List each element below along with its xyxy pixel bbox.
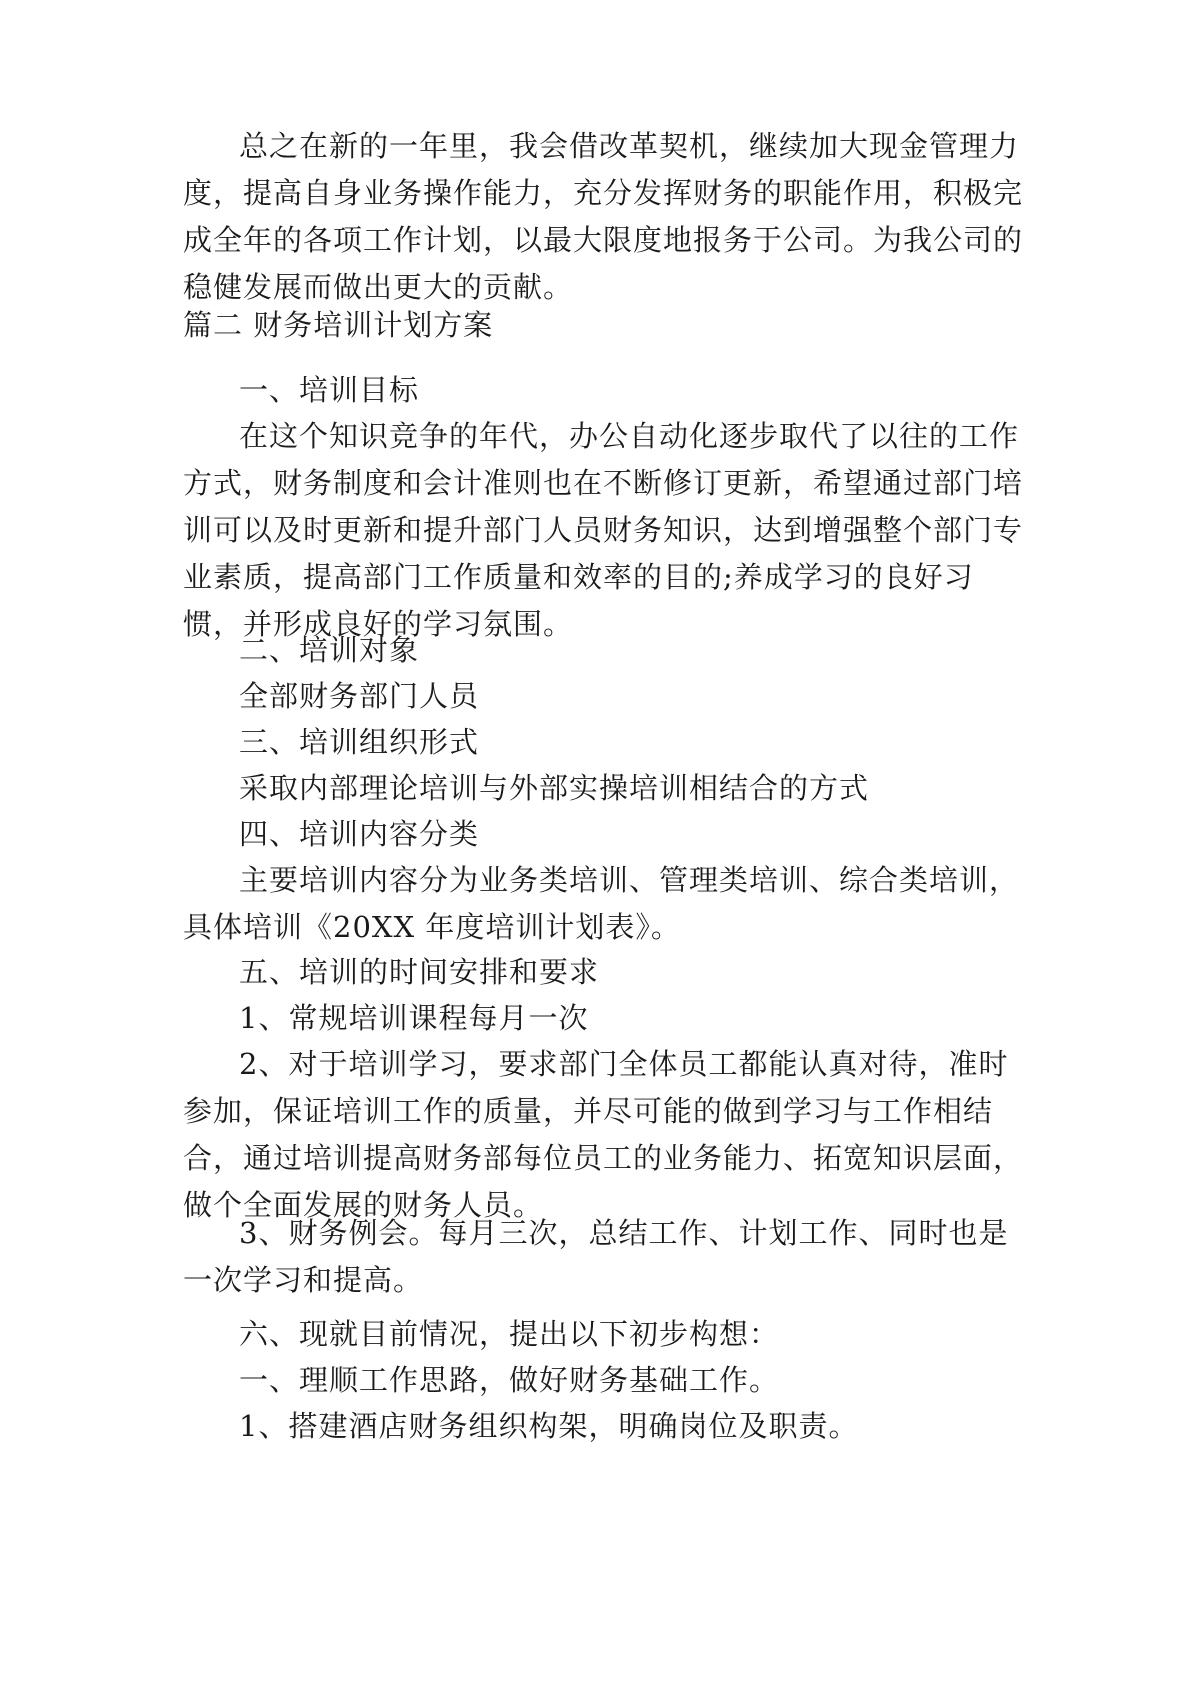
section-6-subheading-1: 一、理顺工作思路，做好财务基础工作。 (239, 1363, 780, 1397)
section-2-body: 全部财务部门人员 (239, 679, 480, 713)
section-6-heading: 六、现就目前情况，提出以下初步构想： (239, 1317, 780, 1351)
article-title: 篇二 财务培训计划方案 (183, 308, 494, 342)
section-2-heading: 二、培训对象 (239, 633, 420, 667)
section-5-item-1: 1、常规培训课程每月一次 (239, 1001, 589, 1035)
section-1-body: 在这个知识竞争的年代，办公自动化逐步取代了以往的工作方式，财务制度和会计准则也在不断修订更新，希望通过部门培训可以及时更新和提升部门人员财务知识，达到增强整个部门专业素质，提高部门工作质量和效率的目的;养成学习的良好习惯，并形成良好的学习氛围。 (183, 419, 1024, 641)
section-5-item-2: 2、对于培训学习，要求部门全体员工都能认真对待，准时参加，保证培训工作的质量，并尽可能的做到学习与工作相结合，通过培训提高财务部每位员工的业务能力、拓宽知识层面，做个全面发展的财务人员。 (183, 1047, 1024, 1222)
section-1-heading: 一、培训目标 (239, 373, 420, 407)
intro-paragraph: 总之在新的一年里，我会借改革契机，继续加大现金管理力度，提高自身业务操作能力，充分发挥财务的职能作用，积极完成全年的各项工作计划，以最大限度地报务于公司。为我公司的稳健发展而做出更大的贡献。 (183, 129, 1024, 304)
section-4-body: 主要培训内容分为业务类培训、管理类培训、综合类培训，具体培训《20XX 年度培训计划表》。 (183, 863, 1020, 944)
section-6-item-1: 1、搭建酒店财务组织构架，明确岗位及职责。 (239, 1409, 859, 1443)
section-5-item-3: 3、财务例会。每月三次，总结工作、计划工作、同时也是一次学习和提高。 (183, 1216, 1009, 1297)
section-3-heading: 三、培训组织形式 (239, 725, 480, 759)
section-5-heading: 五、培训的时间安排和要求 (239, 955, 600, 989)
section-4-heading: 四、培训内容分类 (239, 817, 480, 851)
section-3-body: 采取内部理论培训与外部实操培训相结合的方式 (239, 771, 870, 805)
